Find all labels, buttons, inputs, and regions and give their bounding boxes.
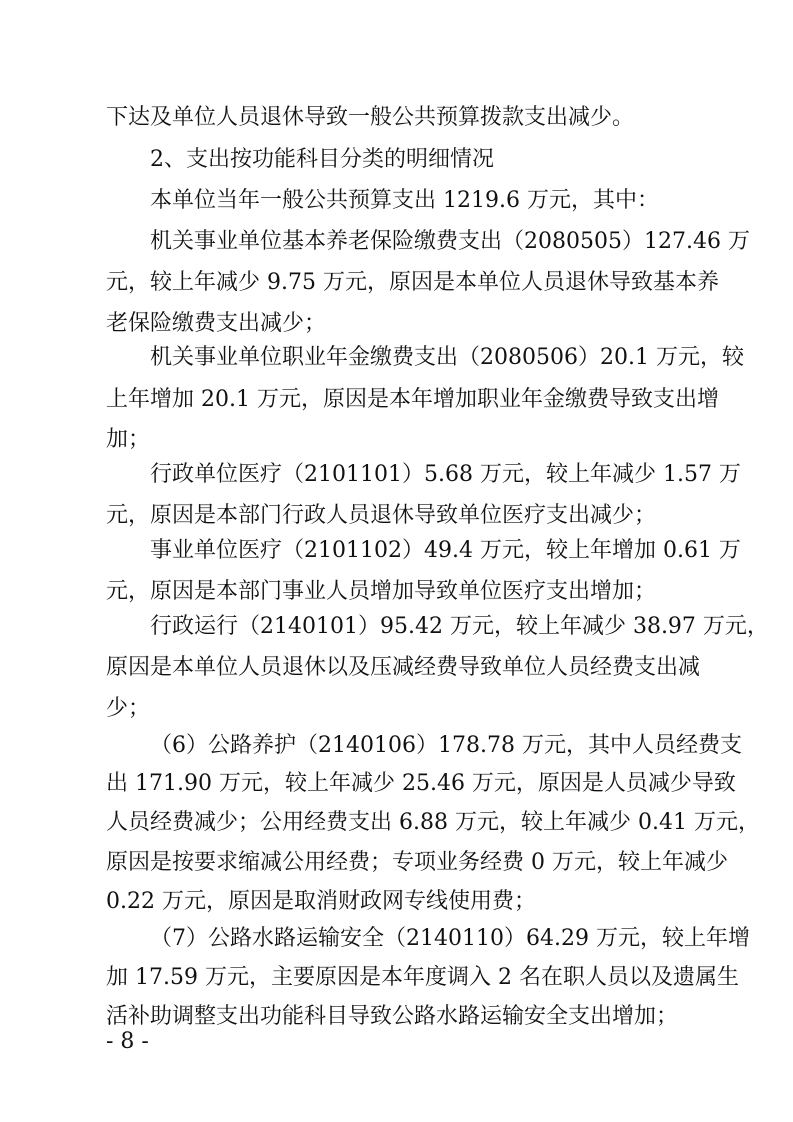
text-line-content: 元，原因是本部门行政人员退休导致单位医疗支出减少； bbox=[106, 503, 657, 528]
text-line-content: （6）公路养护（2140106）178.78 万元，其中人员经费支 bbox=[150, 733, 742, 758]
text-line bbox=[0, 648, 793, 688]
text-line bbox=[0, 496, 793, 536]
text-line bbox=[0, 420, 793, 460]
text-line bbox=[0, 803, 793, 843]
text-line bbox=[0, 607, 793, 647]
text-line-content: 人员经费减少；公用经费支出 6.88 万元，较上年减少 0.41 万元， bbox=[106, 810, 760, 835]
text-line bbox=[0, 958, 793, 998]
text-line bbox=[0, 380, 793, 420]
text-line bbox=[0, 263, 793, 303]
text-line-content: 行政运行（2140101）95.42 万元，较上年减少 38.97 万元， bbox=[150, 614, 769, 639]
text-line-content: 行政单位医疗（2101101）5.68 万元，较上年减少 1.57 万 bbox=[150, 462, 741, 487]
text-line bbox=[0, 531, 793, 571]
text-line bbox=[0, 338, 793, 378]
text-line-content: 老保险缴费支出减少； bbox=[106, 311, 327, 336]
text-line-content: 2、支出按功能科目分类的明细情况 bbox=[150, 147, 494, 172]
text-line-content: 本单位当年一般公共预算支出 1219.6 万元，其中： bbox=[150, 188, 659, 213]
text-line-content: （7）公路水路运输安全（2140110）64.29 万元，较上年增 bbox=[150, 926, 750, 951]
text-line-content: 0.22 万元，原因是取消财政网专线使用费； bbox=[106, 889, 536, 914]
text-line-content: 元，较上年减少 9.75 万元，原因是本单位人员退休导致基本养 bbox=[106, 270, 719, 295]
text-line bbox=[0, 140, 793, 180]
text-line bbox=[0, 882, 793, 922]
text-line bbox=[0, 455, 793, 495]
text-line-content: 加 17.59 万元，主要原因是本年度调入 2 名在职人员以及遗属生 bbox=[106, 965, 739, 990]
text-line-content: 活补助调整支出功能科目导致公路水路运输安全支出增加； bbox=[106, 1004, 679, 1029]
text-line-content: 上年增加 20.1 万元，原因是本年增加职业年金缴费导致支出增 bbox=[106, 387, 719, 412]
text-line bbox=[0, 764, 793, 804]
text-line bbox=[0, 919, 793, 959]
text-line-content: 机关事业单位基本养老保险缴费支出（2080505）127.46 万 bbox=[150, 229, 750, 254]
text-line-content: 原因是本单位人员退休以及压减经费导致单位人员经费支出减 bbox=[106, 655, 701, 680]
text-line bbox=[0, 222, 793, 262]
text-line-content: 事业单位医疗（2101102）49.4 万元，较上年增加 0.61 万 bbox=[150, 538, 741, 563]
text-line bbox=[0, 726, 793, 766]
text-line-content: 下达及单位人员退休导致一般公共预算拨款支出减少。 bbox=[106, 105, 635, 130]
text-line-content: 少； bbox=[106, 696, 151, 721]
text-line bbox=[0, 843, 793, 883]
text-line bbox=[0, 181, 793, 221]
text-line-content: 加； bbox=[106, 427, 151, 452]
text-line-content: 机关事业单位职业年金缴费支出（2080506）20.1 万元，较 bbox=[150, 345, 744, 370]
text-line-content: 原因是按要求缩减公用经费；专项业务经费 0 万元，较上年减少 bbox=[106, 850, 728, 875]
text-line bbox=[0, 689, 793, 729]
page-number: - 8 - bbox=[106, 1029, 149, 1054]
text-line-content: 出 171.90 万元，较上年减少 25.46 万元，原因是人员减少导致 bbox=[106, 771, 736, 796]
text-line bbox=[0, 572, 793, 612]
text-line bbox=[0, 98, 793, 138]
text-line-content: 元，原因是本部门事业人员增加导致单位医疗支出增加； bbox=[106, 579, 657, 604]
